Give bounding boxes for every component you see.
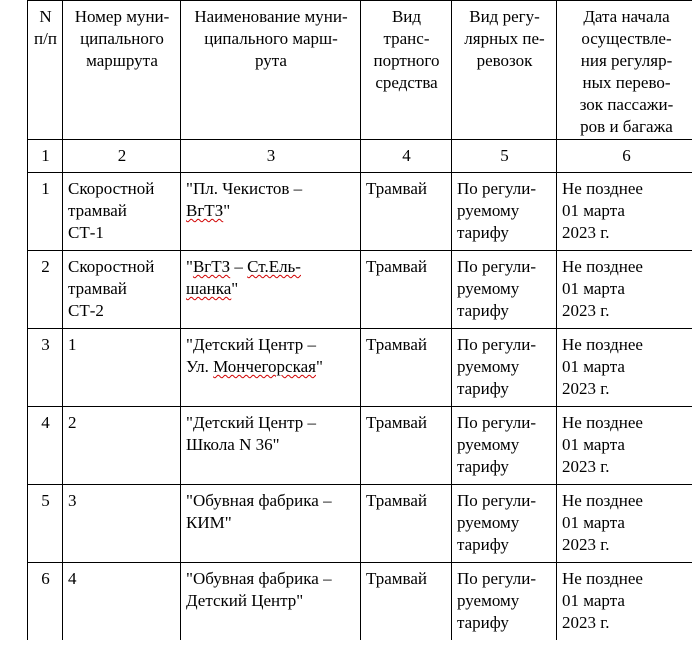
row-index: 2 [28,251,63,329]
route-name-cell: "Детский Центр – Ул. Мончегорская" [181,329,361,407]
spellcheck-word: Мончегорская [213,357,316,376]
spellcheck-word: ВгТЗ [192,257,231,276]
route-number-cell: 1 [63,329,181,407]
table-row [28,563,692,641]
start-date-cell: Не позднее 01 марта 2023 г. [557,485,692,563]
header-transport-kind-cell: Вид регу- лярных пе- ревозок [452,1,557,140]
table-row [28,485,692,563]
header-route-name-cell: Наименование муни- ципального марш- рута [181,1,361,140]
column-number: 1 [28,140,63,173]
column-number: 5 [452,140,557,173]
vehicle-type-cell: Трамвай [361,329,452,407]
vehicle-type-cell: Трамвай [361,251,452,329]
header-route-number-cell: Номер муни- ципального маршрута [63,1,181,140]
start-date-cell: Не позднее 01 марта 2023 г. [557,329,692,407]
column-number: 4 [361,140,452,173]
table-header-row [28,1,692,140]
header-vehicle-type-cell: Вид транс- портного средства [361,1,452,140]
route-name-cell: "ВгТЗ – Ст.Ель- шанка" [181,251,361,329]
route-name-cell: "Пл. Чекистов – ВгТЗ" [181,173,361,251]
route-number-cell: 2 [63,407,181,485]
column-number: 6 [557,140,692,173]
header-start-date-cell: Дата начала осуществле- ния регуляр- ных перево- зок пассажи- ров и багажа [557,1,692,140]
column-number: 2 [63,140,181,173]
transport-kind-cell: По регули- руемому тарифу [452,485,557,563]
transport-kind-cell: По регули- руемому тарифу [452,407,557,485]
route-number-cell: 4 [63,563,181,641]
transport-kind-cell: По регули- руемому тарифу [452,251,557,329]
row-index: 5 [28,485,63,563]
vehicle-type-cell: Трамвай [361,173,452,251]
transport-kind-cell: По регули- руемому тарифу [452,563,557,641]
start-date-cell: Не позднее 01 марта 2023 г. [557,407,692,485]
route-name-cell: "Детский Центр – Школа N 36" [181,407,361,485]
start-date-cell: Не позднее 01 марта 2023 г. [557,563,692,641]
spellcheck-word: ВгТЗ [186,201,224,220]
table-row [28,407,692,485]
routes-table [27,0,692,640]
vehicle-type-cell: Трамвай [361,563,452,641]
spellcheck-word: Ст.Ель- [247,257,301,276]
vehicle-type-cell: Трамвай [361,407,452,485]
row-index: 4 [28,407,63,485]
transport-kind-cell: По регули- руемому тарифу [452,329,557,407]
table-row [28,173,692,251]
start-date-cell: Не позднее 01 марта 2023 г. [557,173,692,251]
vehicle-type-cell: Трамвай [361,485,452,563]
column-number: 3 [181,140,361,173]
row-index: 1 [28,173,63,251]
row-index: 3 [28,329,63,407]
table-row [28,329,692,407]
spellcheck-word: шанка [186,279,232,298]
start-date-cell: Не позднее 01 марта 2023 г. [557,251,692,329]
transport-kind-cell: По регули- руемому тарифу [452,173,557,251]
header-number-cell: N п/п [28,1,63,140]
table-row [28,251,692,329]
row-index: 6 [28,563,63,641]
route-number-cell: Скоростной трамвай СТ-2 [63,251,181,329]
route-name-cell: "Обувная фабрика – КИМ" [181,485,361,563]
route-name-cell: "Обувная фабрика – Детский Центр" [181,563,361,641]
route-number-cell: 3 [63,485,181,563]
column-numbers-row [28,140,692,173]
route-number-cell: Скоростной трамвай СТ-1 [63,173,181,251]
